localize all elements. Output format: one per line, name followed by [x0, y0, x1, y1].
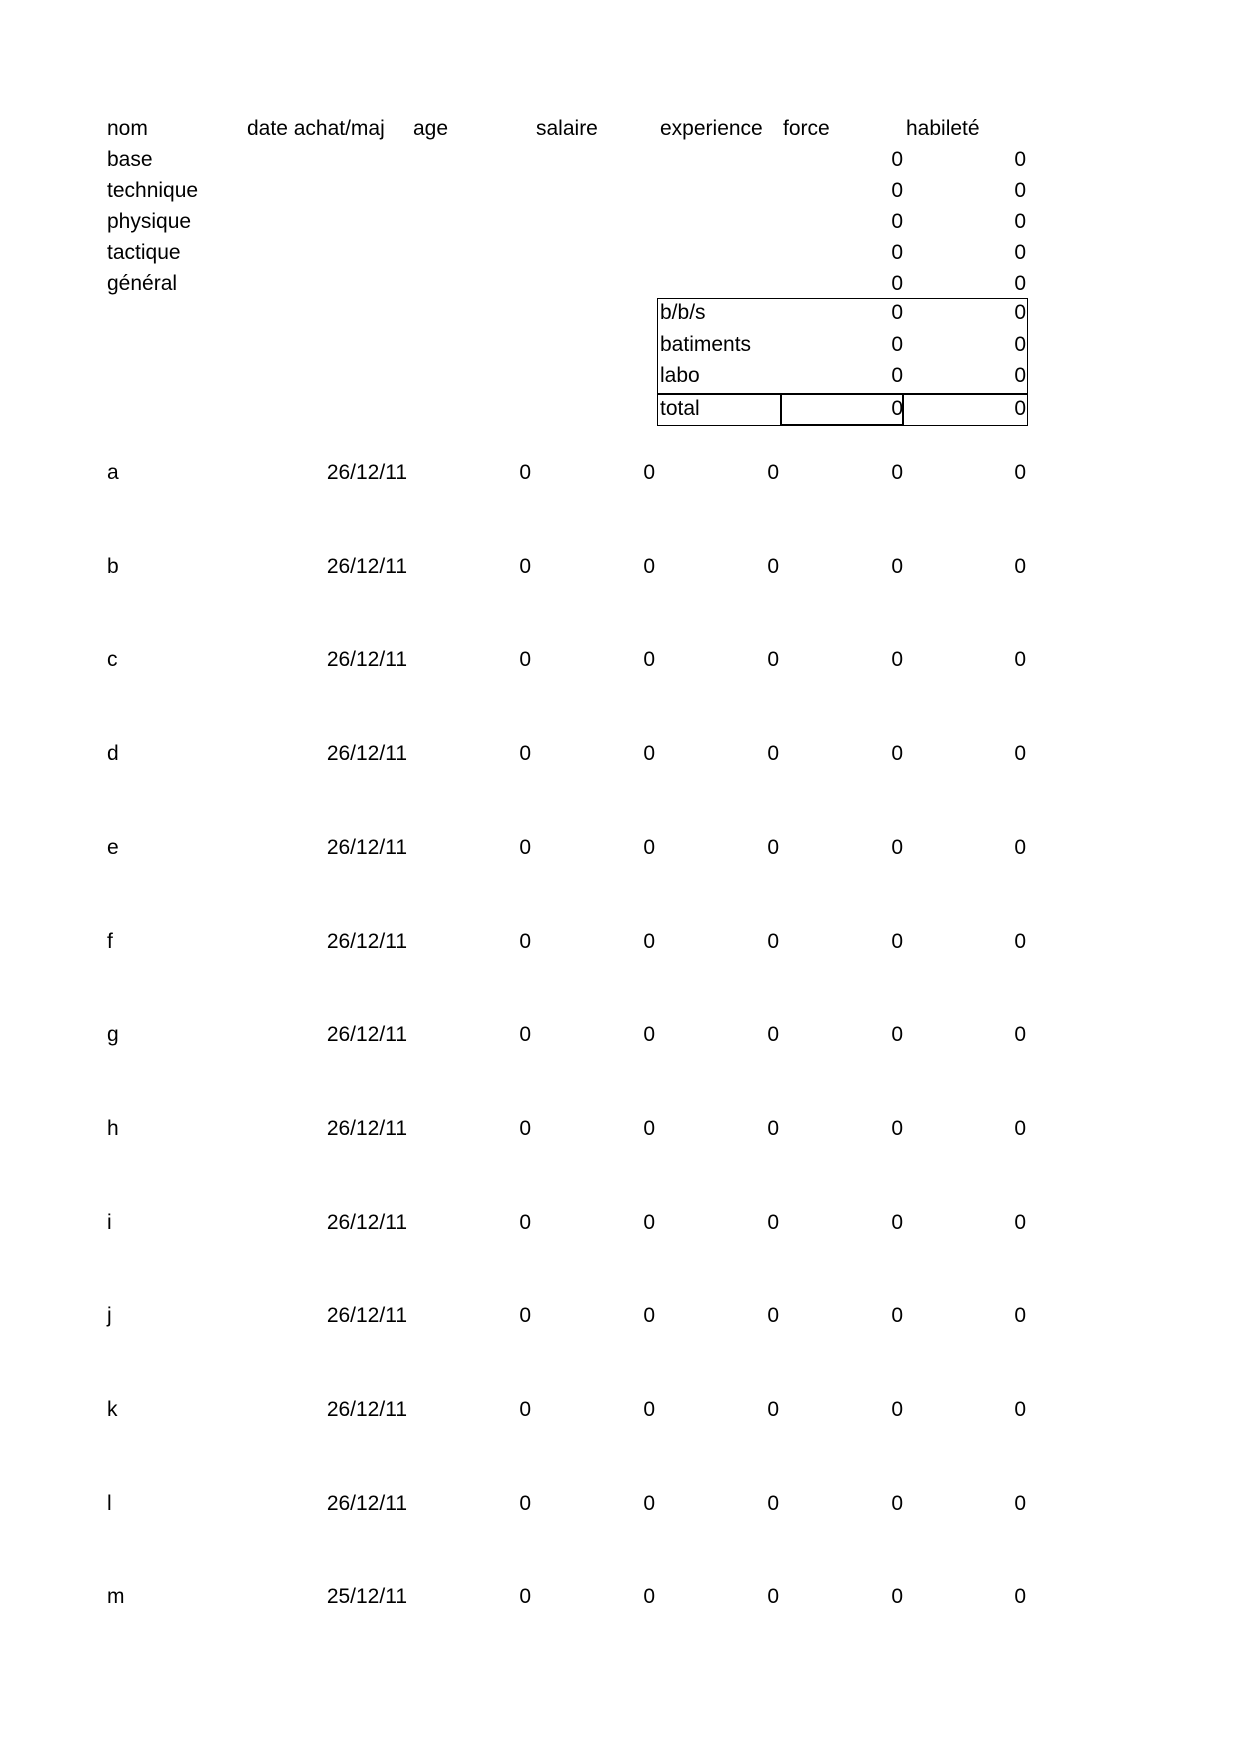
player-date: 26/12/11 — [326, 1492, 407, 1515]
player-habilete: 0 — [1014, 742, 1026, 765]
bonus-label: batiments — [660, 332, 752, 356]
player-name: h — [107, 1117, 119, 1140]
player-experience: 0 — [767, 1117, 779, 1140]
player-habilete: 0 — [1014, 1023, 1026, 1046]
player-date: 26/12/11 — [326, 1398, 407, 1421]
player-date: 26/12/11 — [326, 836, 407, 859]
player-salaire: 0 — [643, 1585, 655, 1608]
player-force: 0 — [891, 1492, 903, 1515]
player-experience: 0 — [767, 555, 779, 578]
player-experience: 0 — [767, 648, 779, 671]
player-experience: 0 — [767, 1398, 779, 1421]
player-habilete: 0 — [1014, 1585, 1026, 1608]
player-name: i — [107, 1211, 112, 1234]
summary-habilete-value: 0 — [1014, 272, 1026, 295]
player-habilete: 0 — [1014, 1398, 1026, 1421]
player-age: 0 — [519, 1211, 531, 1234]
player-name: e — [107, 836, 119, 859]
summary-force-value: 0 — [891, 148, 903, 171]
player-salaire: 0 — [643, 1398, 655, 1421]
player-date: 26/12/11 — [326, 1211, 407, 1234]
player-force: 0 — [891, 648, 903, 671]
player-age: 0 — [519, 1117, 531, 1140]
header-salaire: salaire — [536, 117, 598, 140]
player-salaire: 0 — [643, 930, 655, 953]
player-experience: 0 — [767, 461, 779, 484]
player-date: 26/12/11 — [326, 742, 407, 765]
player-experience: 0 — [767, 836, 779, 859]
summary-label: base — [107, 148, 153, 171]
player-experience: 0 — [767, 742, 779, 765]
player-name: k — [107, 1398, 118, 1421]
summary-label: général — [107, 272, 178, 295]
bonus-habilete-value: 0 — [1014, 396, 1026, 420]
player-salaire: 0 — [643, 1023, 655, 1046]
player-experience: 0 — [767, 930, 779, 953]
player-salaire: 0 — [643, 742, 655, 765]
player-force: 0 — [891, 930, 903, 953]
player-name: l — [107, 1492, 112, 1515]
player-salaire: 0 — [643, 461, 655, 484]
player-force: 0 — [891, 1211, 903, 1234]
player-name: d — [107, 742, 119, 765]
bonus-force-value: 0 — [891, 396, 903, 420]
player-date: 26/12/11 — [326, 1023, 407, 1046]
header-habilete: habileté — [906, 117, 980, 140]
player-name: c — [107, 648, 118, 671]
player-habilete: 0 — [1014, 1492, 1026, 1515]
player-force: 0 — [891, 1585, 903, 1608]
header-force: force — [783, 117, 830, 140]
player-name: b — [107, 555, 119, 578]
player-age: 0 — [519, 1023, 531, 1046]
player-age: 0 — [519, 1585, 531, 1608]
player-age: 0 — [519, 461, 531, 484]
summary-force-value: 0 — [891, 272, 903, 295]
player-age: 0 — [519, 836, 531, 859]
player-date: 26/12/11 — [326, 461, 407, 484]
summary-force-value: 0 — [891, 179, 903, 202]
player-salaire: 0 — [643, 1492, 655, 1515]
summary-habilete-value: 0 — [1014, 210, 1026, 233]
player-habilete: 0 — [1014, 930, 1026, 953]
summary-habilete-value: 0 — [1014, 148, 1026, 171]
player-date: 26/12/11 — [326, 555, 407, 578]
player-date: 26/12/11 — [326, 1117, 407, 1140]
player-age: 0 — [519, 930, 531, 953]
player-force: 0 — [891, 836, 903, 859]
player-date: 26/12/11 — [326, 930, 407, 953]
player-habilete: 0 — [1014, 1304, 1026, 1327]
player-salaire: 0 — [643, 836, 655, 859]
player-name: a — [107, 461, 119, 484]
summary-force-value: 0 — [891, 210, 903, 233]
player-date: 26/12/11 — [326, 1304, 407, 1327]
player-salaire: 0 — [643, 1117, 655, 1140]
bonus-force-value: 0 — [891, 301, 903, 324]
player-habilete: 0 — [1014, 836, 1026, 859]
bonus-label: b/b/s — [660, 301, 706, 324]
player-date: 25/12/11 — [326, 1585, 407, 1608]
summary-label: technique — [107, 179, 199, 202]
player-force: 0 — [891, 461, 903, 484]
bonus-force-value: 0 — [891, 332, 903, 356]
player-salaire: 0 — [643, 555, 655, 578]
summary-habilete-value: 0 — [1014, 241, 1026, 264]
bonus-habilete-value: 0 — [1014, 301, 1026, 324]
player-habilete: 0 — [1014, 555, 1026, 578]
player-experience: 0 — [767, 1304, 779, 1327]
player-force: 0 — [891, 742, 903, 765]
player-date: 26/12/11 — [326, 648, 407, 671]
player-age: 0 — [519, 1492, 531, 1515]
player-age: 0 — [519, 742, 531, 765]
header-nom: nom — [107, 117, 148, 140]
player-name: g — [107, 1023, 119, 1046]
header-date: date achat/maj — [247, 117, 385, 140]
header-experience: experience — [660, 117, 763, 140]
player-habilete: 0 — [1014, 1211, 1026, 1234]
bonus-habilete-value: 0 — [1014, 364, 1026, 387]
player-age: 0 — [519, 648, 531, 671]
player-force: 0 — [891, 1023, 903, 1046]
player-force: 0 — [891, 1117, 903, 1140]
player-age: 0 — [519, 1398, 531, 1421]
player-force: 0 — [891, 1398, 903, 1421]
bonus-habilete-value: 0 — [1014, 332, 1026, 356]
bonus-label: total — [660, 396, 700, 420]
summary-force-value: 0 — [891, 241, 903, 264]
player-name: j — [107, 1304, 112, 1327]
player-age: 0 — [519, 555, 531, 578]
player-experience: 0 — [767, 1023, 779, 1046]
player-experience: 0 — [767, 1492, 779, 1515]
summary-habilete-value: 0 — [1014, 179, 1026, 202]
player-salaire: 0 — [643, 1211, 655, 1234]
player-age: 0 — [519, 1304, 531, 1327]
summary-label: tactique — [107, 241, 181, 264]
player-name: m — [107, 1585, 125, 1608]
player-force: 0 — [891, 1304, 903, 1327]
summary-label: physique — [107, 210, 192, 233]
player-habilete: 0 — [1014, 461, 1026, 484]
player-name: f — [107, 930, 113, 953]
player-salaire: 0 — [643, 648, 655, 671]
player-force: 0 — [891, 555, 903, 578]
player-salaire: 0 — [643, 1304, 655, 1327]
player-experience: 0 — [767, 1211, 779, 1234]
player-experience: 0 — [767, 1585, 779, 1608]
player-habilete: 0 — [1014, 1117, 1026, 1140]
player-habilete: 0 — [1014, 648, 1026, 671]
bonus-label: labo — [660, 364, 700, 387]
bonus-force-value: 0 — [891, 364, 903, 387]
header-age: age — [413, 117, 449, 140]
